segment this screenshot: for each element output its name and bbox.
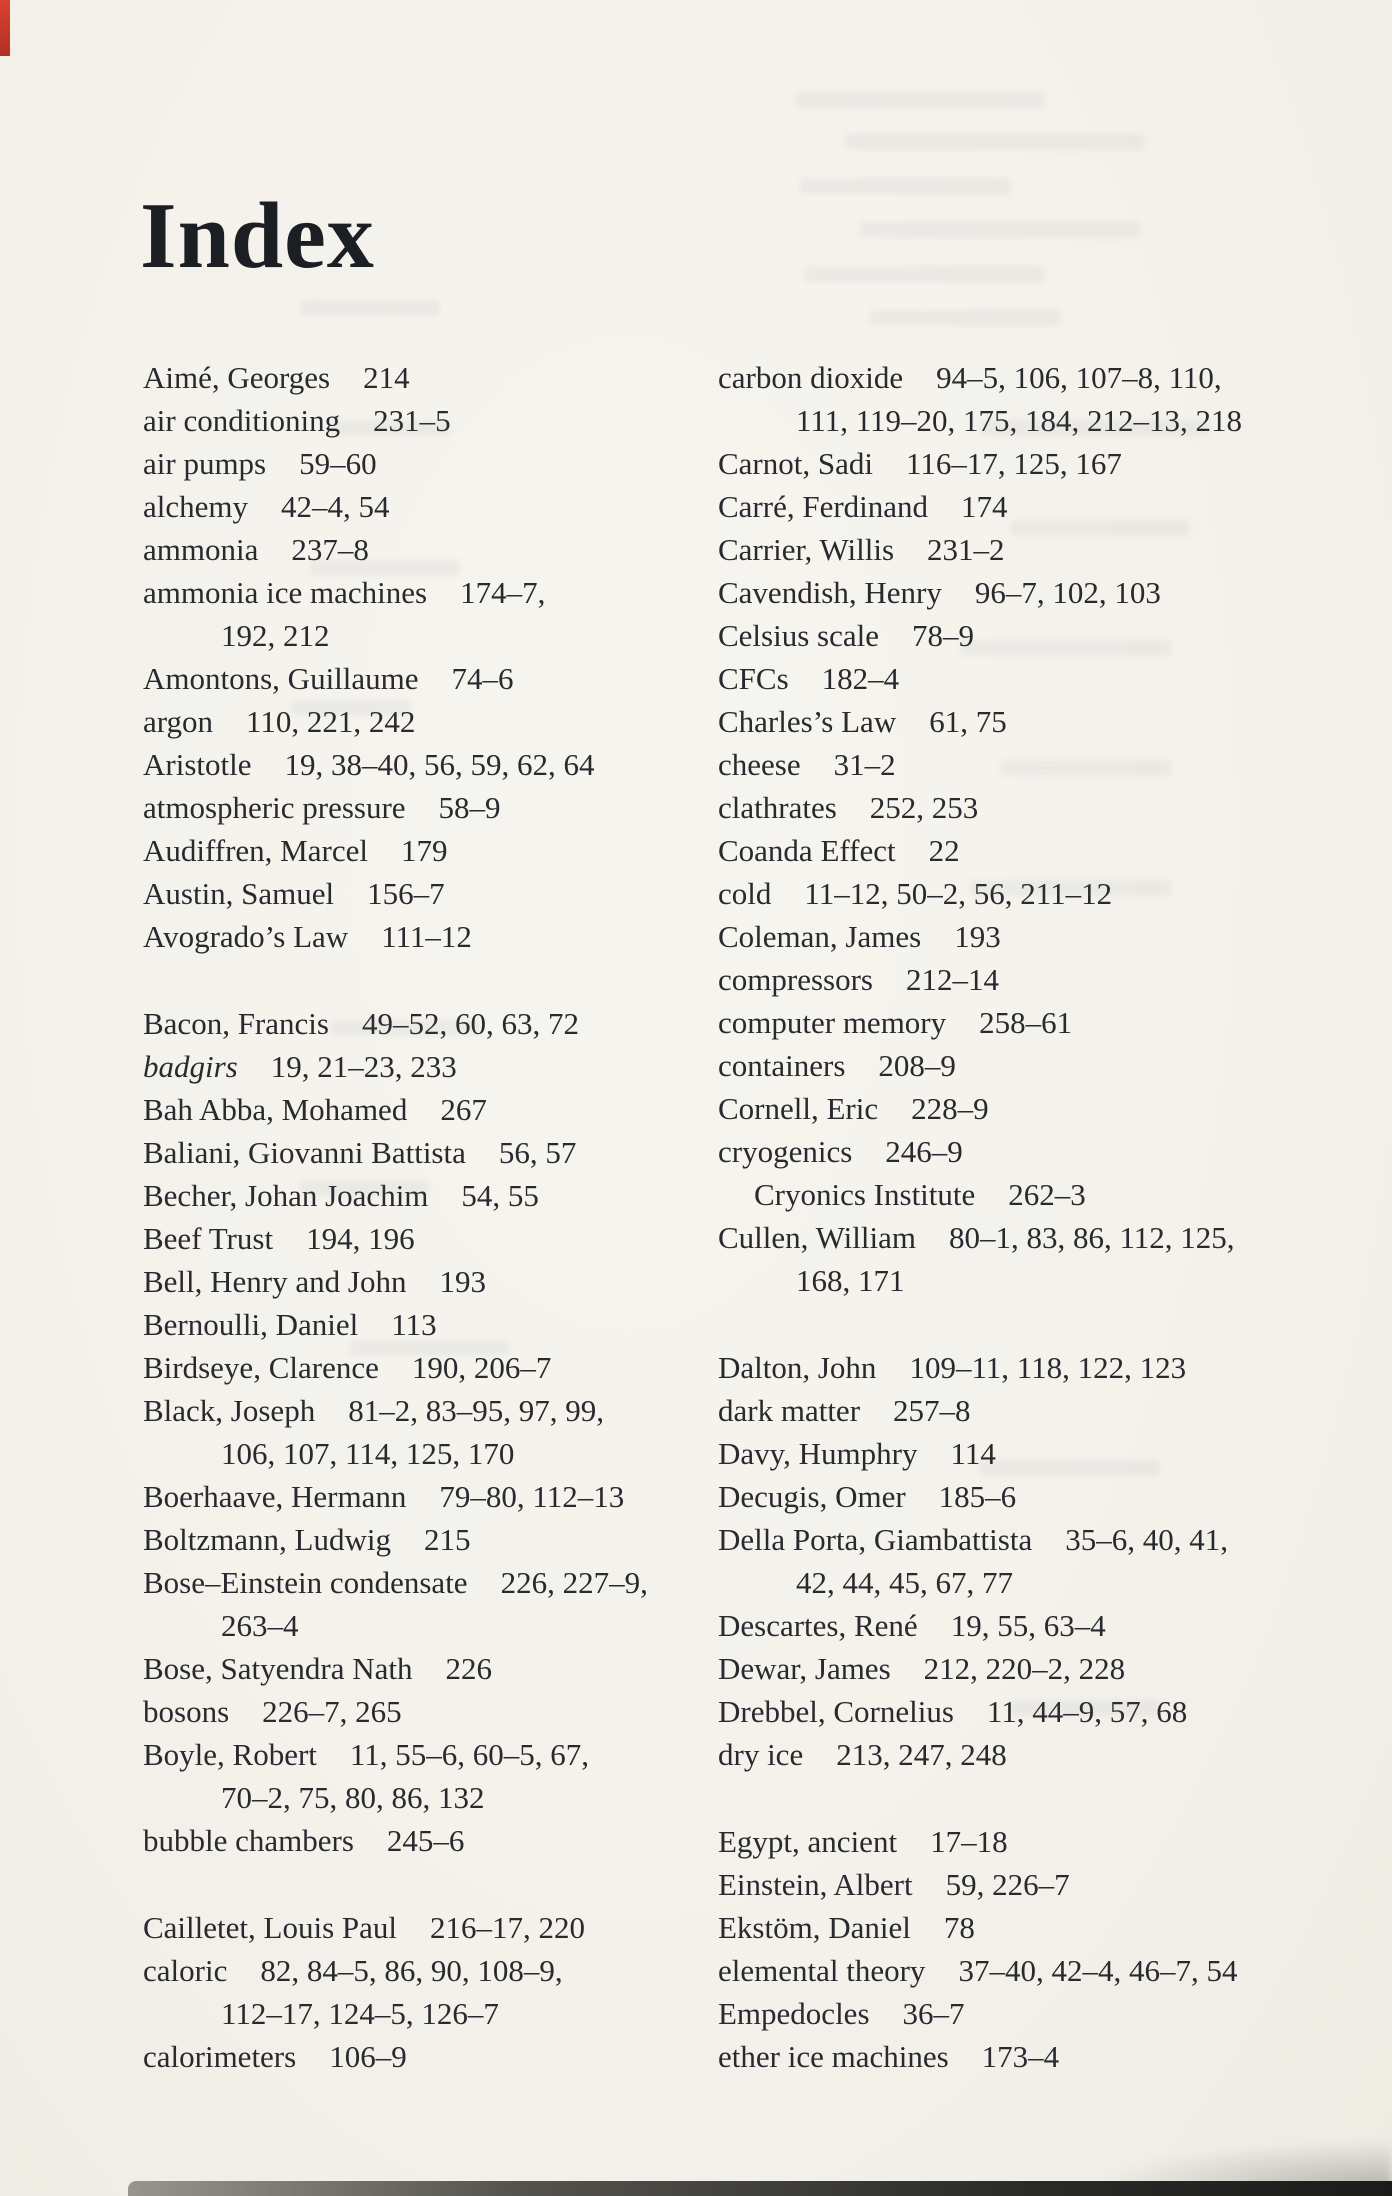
index-term: CFCs [718, 661, 789, 696]
index-term: elemental theory [718, 1953, 926, 1988]
index-term: cheese [718, 747, 801, 782]
bleedthrough-mark [350, 1340, 510, 1356]
index-entry [718, 1130, 1242, 1173]
index-entry-continuation: 263–4 [221, 1608, 299, 1643]
index-term: bubble chambers [143, 1823, 354, 1858]
index-term: computer memory [718, 1005, 947, 1040]
index-term: Carnot, Sadi [718, 446, 873, 481]
index-term: Boyle, Robert [143, 1737, 317, 1772]
bleedthrough-mark [1010, 520, 1190, 536]
bleedthrough-mark [290, 700, 410, 716]
index-pages: 212–14 [905, 962, 999, 997]
index-pages: 179 [400, 833, 448, 868]
index-term: ammonia [143, 532, 259, 567]
index-entry-continuation: 192, 212 [221, 618, 330, 653]
index-pages: 194, 196 [306, 1221, 415, 1256]
index-pages: 37–40, 42–4, 46–7, 54 [958, 1953, 1238, 1988]
index-term: Davy, Humphry [718, 1436, 918, 1471]
index-term: Cullen, William [718, 1220, 916, 1255]
index-pages: 22 [928, 833, 960, 868]
index-pages: 226–7, 265 [262, 1694, 402, 1729]
index-pages: 59, 226–7 [945, 1867, 1070, 1902]
index-entry [718, 1820, 1242, 1863]
index-pages: 114 [950, 1436, 996, 1471]
index-pages: 156–7 [367, 876, 445, 911]
index-term: Boerhaave, Hermann [143, 1479, 407, 1514]
index-pages: 31–2 [833, 747, 896, 782]
index-entry [718, 1173, 1242, 1216]
section-gap [143, 1862, 648, 1906]
index-pages: 113 [391, 1307, 437, 1342]
index-pages: 215 [423, 1522, 471, 1557]
index-term: Charles’s Law [718, 704, 897, 739]
index-term: Drebbel, Cornelius [718, 1694, 954, 1729]
index-term: atmospheric pressure [143, 790, 406, 825]
index-pages: 246–9 [885, 1134, 963, 1169]
index-term: badgirs [143, 1049, 238, 1084]
index-term: Cavendish, Henry [718, 575, 942, 610]
index-term: Black, Joseph [143, 1393, 316, 1428]
index-term: Egypt, ancient [718, 1824, 898, 1859]
index-entry [143, 1561, 648, 1604]
index-entry [143, 1045, 648, 1088]
index-pages: 74–6 [451, 661, 514, 696]
index-column-left [143, 356, 648, 2078]
page-title: Index [140, 183, 375, 288]
index-entry [718, 700, 1242, 743]
bleedthrough-mark [980, 1460, 1160, 1476]
index-entry [718, 915, 1242, 958]
index-entry [718, 1949, 1242, 1992]
index-entry [718, 1087, 1242, 1130]
index-pages: 237–8 [291, 532, 369, 567]
index-entry [718, 1346, 1242, 1389]
index-entry [718, 1389, 1242, 1432]
index-term: Avogrado’s Law [143, 919, 349, 954]
index-pages: 216–17, 220 [430, 1910, 585, 1945]
index-entry [718, 786, 1242, 829]
index-term: Celsius scale [718, 618, 879, 653]
index-pages: 111–12 [381, 919, 472, 954]
index-entry [718, 571, 1242, 614]
index-pages: 214 [363, 360, 410, 395]
index-pages: 11, 55–6, 60–5, 67, [349, 1737, 590, 1772]
index-pages: 94–5, 106, 107–8, 110, [936, 360, 1222, 395]
index-pages: 106–9 [329, 2039, 407, 2074]
index-term: argon [143, 704, 214, 739]
index-entry-continuation: 70–2, 75, 80, 86, 132 [221, 1780, 485, 1815]
index-term: clathrates [718, 790, 837, 825]
index-term: Cornell, Eric [718, 1091, 879, 1126]
index-term: Bose, Satyendra Nath [143, 1651, 413, 1686]
index-entry-continuation: 168, 171 [796, 1263, 905, 1298]
index-pages: 35–6, 40, 41, [1065, 1522, 1228, 1557]
index-entry [143, 1819, 648, 1862]
index-pages: 267 [440, 1092, 487, 1127]
index-term: bosons [143, 1694, 230, 1729]
index-entry [718, 1216, 1242, 1259]
index-term: Birdseye, Clarence [143, 1350, 379, 1385]
index-entry [718, 958, 1242, 1001]
index-entry [718, 1604, 1242, 1647]
index-term: Coanda Effect [718, 833, 896, 868]
index-pages: 42–4, 54 [281, 489, 390, 524]
index-entry [143, 872, 648, 915]
index-pages: 11–12, 50–2, 56, 211–12 [804, 876, 1113, 911]
bleedthrough-mark [860, 222, 1140, 238]
index-pages: 116–17, 125, 167 [906, 446, 1122, 481]
scan-bottom-edge [128, 2181, 1392, 2196]
index-term: Bacon, Francis [143, 1006, 329, 1041]
index-entry [143, 442, 648, 485]
index-pages: 193 [954, 919, 1001, 954]
index-entry [143, 1088, 648, 1131]
index-column-right [718, 356, 1242, 2078]
index-entry [718, 2035, 1242, 2078]
index-term: air conditioning [143, 403, 341, 438]
index-entry [143, 1260, 648, 1303]
index-term: Carré, Ferdinand [718, 489, 929, 524]
index-term: ether ice machines [718, 2039, 949, 2074]
index-pages: 17–18 [930, 1824, 1008, 1859]
index-entry [718, 1733, 1242, 1776]
index-pages: 208–9 [878, 1048, 956, 1083]
index-entry [718, 1863, 1242, 1906]
index-entry [143, 1518, 648, 1561]
index-pages: 173–4 [981, 2039, 1060, 2074]
index-term: Austin, Samuel [143, 876, 335, 911]
index-entry [143, 1217, 648, 1260]
index-term: Einstein, Albert [718, 1867, 913, 1902]
section-gap [143, 958, 648, 1002]
index-entry [143, 915, 648, 958]
bleedthrough-mark [845, 134, 1145, 150]
index-entry-continuation: 112–17, 124–5, 126–7 [221, 1996, 499, 2031]
bleedthrough-mark [330, 1020, 480, 1036]
index-pages: 80–1, 83, 86, 112, 125, [948, 1220, 1235, 1255]
index-term: Bah Abba, Mohamed [143, 1092, 408, 1127]
index-entry-continuation: 42, 44, 45, 67, 77 [796, 1565, 1013, 1600]
bleedthrough-mark [1010, 1700, 1160, 1716]
index-entry [143, 485, 648, 528]
section-gap [718, 1776, 1242, 1820]
index-pages: 96–7, 102, 103 [974, 575, 1161, 610]
index-entry [143, 1906, 648, 1949]
index-entry [143, 829, 648, 872]
index-entry [143, 2035, 648, 2078]
index-pages: 213, 247, 248 [836, 1737, 1007, 1772]
index-entry [143, 1690, 648, 1733]
index-entry [718, 1518, 1242, 1561]
index-pages: 19, 21–23, 233 [270, 1049, 457, 1084]
index-term: containers [718, 1048, 846, 1083]
section-gap [718, 1302, 1242, 1346]
page-edge-red-mark [0, 0, 10, 56]
index-pages: 58–9 [438, 790, 501, 825]
index-entry [143, 743, 648, 786]
index-term: Coleman, James [718, 919, 922, 954]
index-pages: 258–61 [979, 1005, 1073, 1040]
index-term: Bernoulli, Daniel [143, 1307, 359, 1342]
index-pages: 56, 57 [498, 1135, 577, 1170]
index-term: Beef Trust [143, 1221, 274, 1256]
index-term: Cailletet, Louis Paul [143, 1910, 397, 1945]
index-pages: 110, 221, 242 [246, 704, 416, 739]
index-term: cryogenics [718, 1134, 853, 1169]
index-term: alchemy [143, 489, 249, 524]
index-pages: 231–2 [927, 532, 1005, 567]
index-entry [718, 1475, 1242, 1518]
index-entry-continuation: 111, 119–20, 175, 184, 212–13, 218 [796, 403, 1243, 438]
index-term: Baliani, Giovanni Battista [143, 1135, 466, 1170]
index-pages: 226, 227–9, [500, 1565, 648, 1600]
index-pages: 193 [439, 1264, 486, 1299]
index-pages: 19, 38–40, 56, 59, 62, 64 [284, 747, 595, 782]
bleedthrough-mark [870, 310, 1060, 326]
index-pages: 190, 206–7 [411, 1350, 552, 1385]
index-term: Aimé, Georges [143, 360, 331, 395]
index-entry [143, 1389, 648, 1432]
index-pages: 78 [943, 1910, 975, 1945]
index-pages: 174–7, [460, 575, 546, 610]
index-entry [143, 571, 648, 614]
index-pages: 245–6 [386, 1823, 465, 1858]
bleedthrough-mark [300, 1180, 430, 1196]
index-pages: 59–60 [299, 446, 377, 481]
index-term: Dalton, John [718, 1350, 877, 1385]
index-entry [143, 356, 648, 399]
index-term: compressors [718, 962, 873, 997]
index-entry [718, 1690, 1242, 1733]
index-pages: 262–3 [1008, 1177, 1086, 1212]
index-term: dry ice [718, 1737, 804, 1772]
index-term: Amontons, Guillaume [143, 661, 419, 696]
index-term: Audiffren, Marcel [143, 833, 368, 868]
bleedthrough-mark [960, 640, 1170, 656]
index-pages: 257–8 [893, 1393, 971, 1428]
bleedthrough-mark [330, 420, 450, 436]
bleedthrough-mark [795, 92, 1045, 108]
index-pages: 61, 75 [929, 704, 1007, 739]
index-pages: 109–11, 118, 122, 123 [909, 1350, 1187, 1385]
index-term: Cryonics Institute [754, 1177, 976, 1212]
index-pages: 228–9 [911, 1091, 989, 1126]
index-pages: 81–2, 83–95, 97, 99, [348, 1393, 604, 1428]
index-term: Boltzmann, Ludwig [143, 1522, 391, 1557]
index-term: Carrier, Willis [718, 532, 895, 567]
bleedthrough-mark [980, 420, 1210, 436]
index-term: cold [718, 876, 772, 911]
index-term: Becher, Johan Joachim [143, 1178, 429, 1213]
index-pages: 174 [961, 489, 1008, 524]
index-pages: 19, 55, 63–4 [950, 1608, 1106, 1643]
bleedthrough-mark [310, 560, 460, 576]
index-entry [718, 829, 1242, 872]
index-entry [718, 442, 1242, 485]
bleedthrough-mark [300, 300, 440, 316]
index-entry [143, 1131, 648, 1174]
index-entry [718, 1044, 1242, 1087]
index-pages: 78–9 [912, 618, 974, 653]
index-term: ammonia ice machines [143, 575, 428, 610]
index-term: dark matter [718, 1393, 861, 1428]
bleedthrough-mark [800, 178, 1010, 194]
index-term: Decugis, Omer [718, 1479, 906, 1514]
index-entry [718, 1647, 1242, 1690]
index-term: Bell, Henry and John [143, 1264, 407, 1299]
index-entry [143, 1733, 648, 1776]
bleedthrough-mark [970, 880, 1170, 896]
index-entry [143, 1647, 648, 1690]
index-term: Dewar, James [718, 1651, 891, 1686]
index-pages: 82, 84–5, 86, 90, 108–9, [260, 1953, 563, 1988]
index-entry [143, 1475, 648, 1518]
index-pages: 185–6 [938, 1479, 1017, 1514]
bleedthrough-mark [1000, 760, 1170, 776]
index-pages: 79–80, 112–13 [439, 1479, 625, 1514]
bleedthrough-mark [805, 266, 1045, 282]
index-entry [718, 1906, 1242, 1949]
index-term: Descartes, René [718, 1608, 918, 1643]
index-entry [718, 1992, 1242, 2035]
index-pages: 226 [445, 1651, 492, 1686]
index-term: caloric [143, 1953, 228, 1988]
index-pages: 182–4 [821, 661, 900, 696]
index-term: air pumps [143, 446, 267, 481]
index-pages: 11, 44–9, 57, 68 [986, 1694, 1188, 1729]
index-pages: 252, 253 [869, 790, 979, 825]
index-entry [143, 786, 648, 829]
index-entry [718, 657, 1242, 700]
index-term: Della Porta, Giambattista [718, 1522, 1033, 1557]
index-term: Ekstöm, Daniel [718, 1910, 911, 1945]
index-term: Aristotle [143, 747, 252, 782]
index-entry-continuation: 106, 107, 114, 125, 170 [221, 1436, 515, 1471]
index-entry [718, 1001, 1242, 1044]
index-pages: 212, 220–2, 228 [923, 1651, 1126, 1686]
index-entry [143, 1949, 648, 1992]
index-pages: 49–52, 60, 63, 72 [361, 1006, 579, 1041]
index-entry [143, 657, 648, 700]
index-pages: 231–5 [373, 403, 451, 438]
index-term: calorimeters [143, 2039, 297, 2074]
index-pages: 54, 55 [461, 1178, 539, 1213]
index-term: carbon dioxide [718, 360, 904, 395]
index-entry [718, 356, 1242, 399]
index-term: Empedocles [718, 1996, 870, 2031]
index-pages: 36–7 [902, 1996, 965, 2031]
index-term: Bose–Einstein condensate [143, 1565, 468, 1600]
